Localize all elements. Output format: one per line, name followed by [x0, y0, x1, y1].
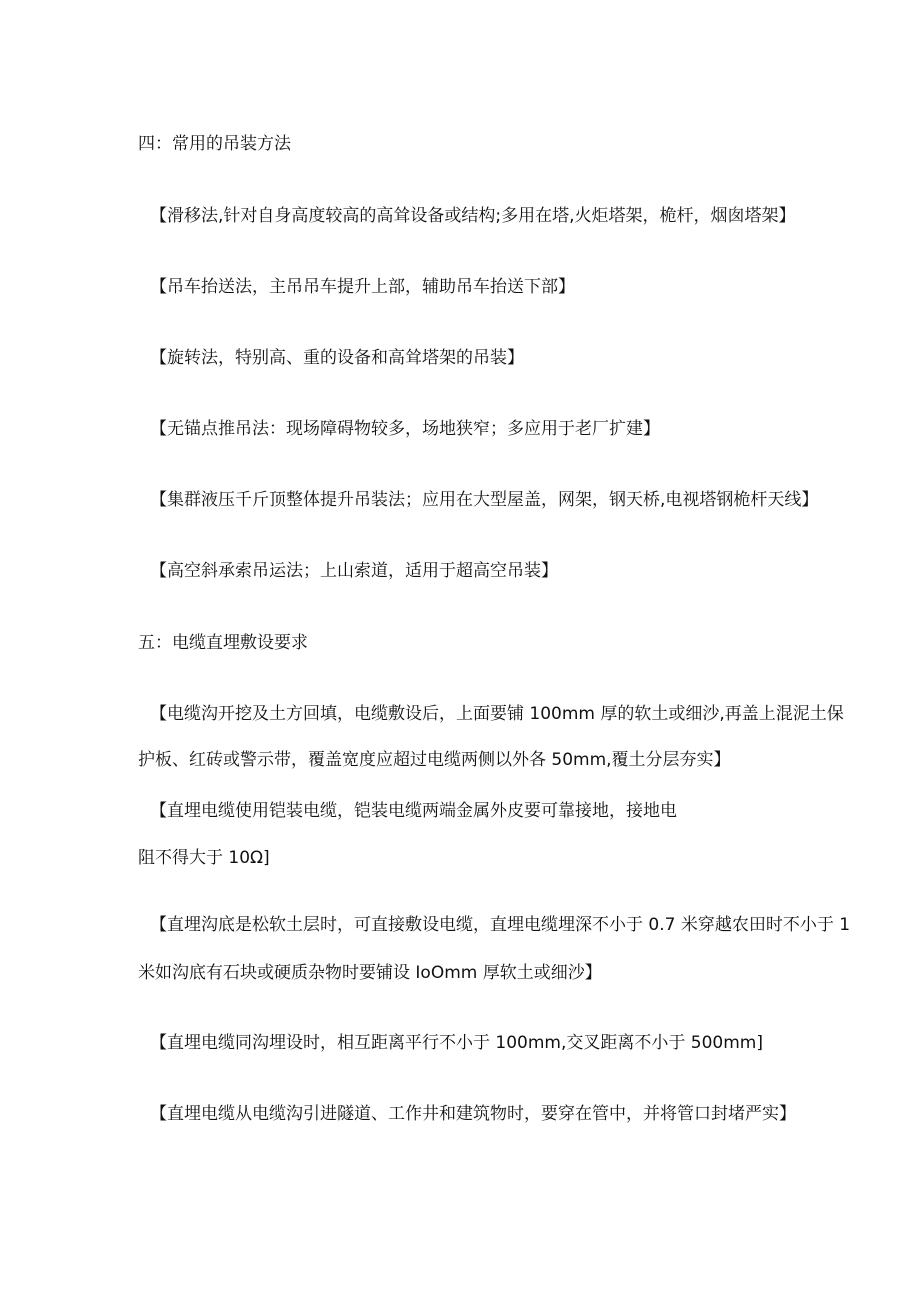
list-item-soft-soil-line-2: 米如沟底有石块或硬质杂物时要铺设 IoOmm 厚软土或细沙】	[138, 963, 602, 983]
section-4-heading: 四：常用的吊装方法	[138, 134, 291, 154]
section-5-heading: 五：电缆直埋敷设要求	[138, 633, 308, 653]
list-item-rotation-method: 【旋转法，特别高、重的设备和高耸塔架的吊装】	[150, 348, 524, 368]
list-item-sliding-method: 【滑移法,针对自身高度较高的高耸设备或结构;多用在塔,火炬塔架，桅杆，烟囱塔架】	[150, 206, 796, 226]
list-item-soft-soil-line-1: 【直埋沟底是松软土层时，可直接敷设电缆，直埋电缆埋深不小于 0.7 米穿越农田时不小于 1	[150, 915, 851, 935]
list-item-crane-lift-method: 【吊车抬送法，主吊吊车提升上部，辅助吊车抬送下部】	[150, 277, 575, 297]
list-item-trench-line-2: 护板、红砖或警示带，覆盖宽度应超过电缆两侧以外各 50mm,覆土分层夯实】	[138, 750, 731, 770]
list-item-cable-transport-method: 【高空斜承索吊运法；上山索道，适用于超高空吊装】	[150, 561, 558, 581]
list-item-trench-line-1: 【电缆沟开挖及土方回填，电缆敷设后，上面要铺 100mm 厚的软土或细沙,再盖上混泥土保	[150, 704, 844, 724]
list-item-armored-cable-line-1: 【直埋电缆使用铠装电缆，铠装电缆两端金属外皮要可靠接地，接地电	[150, 801, 677, 821]
list-item-same-trench-spacing: 【直埋电缆同沟埋设时，相互距离平行不小于 100mm,交叉距离不小于 500mm]	[150, 1033, 763, 1053]
list-item-anchorless-push-method: 【无锚点推吊法：现场障碍物较多，场地狭窄；多应用于老厂扩建】	[150, 419, 660, 439]
list-item-hydraulic-jack-method: 【集群液压千斤顶整体提升吊装法；应用在大型屋盖，网架，钢天桥,电视塔钢桅杆天线】	[150, 490, 819, 510]
list-item-conduit-entry: 【直埋电缆从电缆沟引进隧道、工作井和建筑物时，要穿在管中，并将管口封堵严实】	[150, 1104, 796, 1124]
list-item-armored-cable-line-2: 阻不得大于 10Ω]	[138, 848, 270, 868]
